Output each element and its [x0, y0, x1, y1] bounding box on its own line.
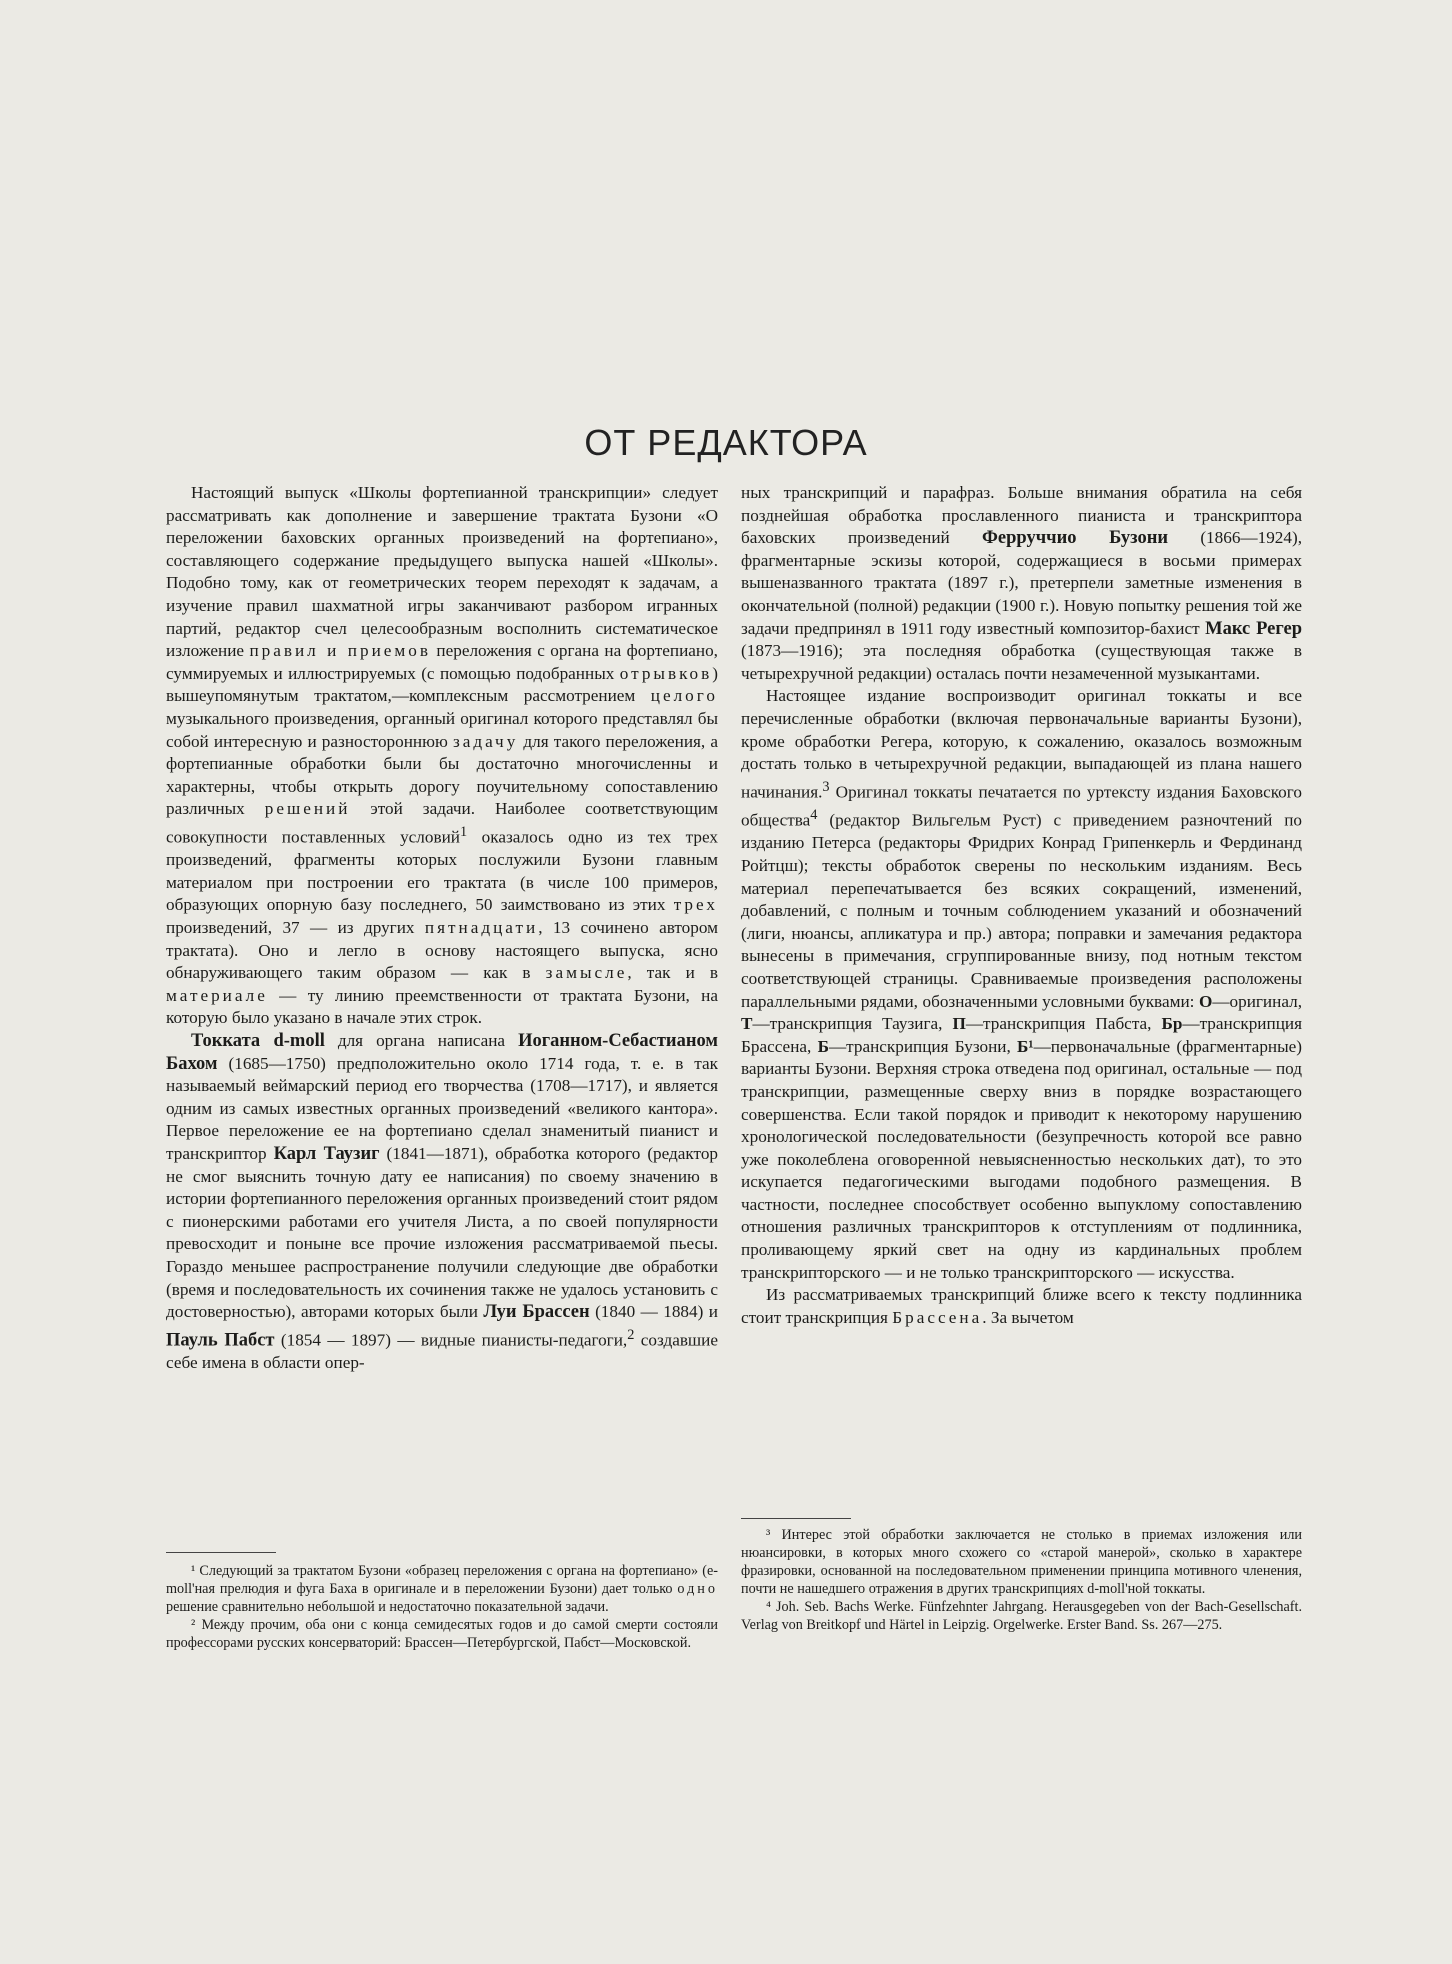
footnotes-left — [166, 1562, 718, 1652]
text: музыкального произведения, органный оригинал которого представлял бы собой интересную и разностороннюю — [166, 708, 718, 751]
text: — ту линию преемственности от трактата Бузони, на которую было указано в начале этих строк. — [166, 985, 718, 1028]
text: —транскрипция Пабста, — [965, 1014, 1162, 1034]
bold-text: Карл Таузиг — [273, 1143, 380, 1164]
text: —первоначальные (фрагментарные) варианты Бузони. Верхняя строка отведена под оригинал, остальные — под транскрипции, размещенные сверху вниз в порядке возрастающего совершенства. Если такой порядок и приводит к некоторому нарушению хронологической последовательности (безупречность которой все равно уже поколеблена оговоренной невыясненностью нескольких дат), то это искупается педагогическими выгодами подобного размещения. В частности, последнее способствует особенно выпуклому сопоставлению отношения различных транскрипторов к отступлениям от подлинника, проливающему яркий свет на одну из кардинальных проблем транскрипторского — и не только транскрипторского — искусства. — [741, 1036, 1303, 1282]
text: создавшие себе имена в области опер- — [166, 1330, 718, 1373]
text: (1841—1871), обработка которого (редактор не смог выяснить точную дату ее написания) по своему значению в истории фортепианного переложения органных произведений стоит рядом с пионерскими работами его учителя Листа, а по своей популярности превосходит и поныне все прочие изложения рассматриваемой пьесы. Гораздо меньшее распространение получили следующие две обработки (время и последовательность их сочинения также не удалось установить с достоверностью), авторами которых были — [166, 1143, 719, 1322]
text: ) вышеупомянутым трактатом,—комплексным рассмотрением — [166, 663, 718, 706]
footnote — [166, 1562, 718, 1616]
bold-text: О — [1198, 991, 1213, 1011]
text: (1866—1924), фрагментарные эскизы которой, содержащиеся в восьми примерах вышеназванного трактата (1897 г.), претерпели заметные изменения в окончательной (полной) редакции (1900 г.). Новую попытку решения той же задачи предпринял в 1911 году известный композитор-бахист — [741, 528, 1303, 638]
spaced-text: материале — [166, 985, 268, 1005]
bold-text: Токката d-moll — [191, 1030, 325, 1051]
text: ных транскрипций и парафраз. Больше внимания обратила на себя позднейшая обработка прославленного пианиста и транскриптора баховских произведений — [741, 483, 1302, 548]
footnote: ³ Интерес этой обработки заключается не столько в приемах изложения или нюансировки, в которых много схожего со «старой манерой», сколько в характере фразировки, основанной на последовательном применении принципа мотивного членения, почти не нашедшего отражения в других транскрипциях d-moll'ной токкаты. — [741, 1527, 1302, 1597]
text: (1873—1916); эта последняя обработка (существующая также в четырехручной редакции) осталась почти незамеченной музыкантами. — [741, 641, 1302, 683]
left-column — [166, 482, 718, 1375]
text: переложения с органа на фортепиано, суммируемых и иллюстрируемых (с помощью подобранных — [166, 641, 718, 683]
text: (1685—1750) предположительно около 1714 года, т. е. в так называемый веймарский период его творчества (1708—1717), и является одним из самых известных органных произведений «великого кантора». Первое переложение ее на фортепиано сделал знаменитый пианист и транскриптор — [166, 1053, 718, 1163]
text: Настоящее издание воспроизводит оригинал токкаты и все перечисленные обработки (включая первоначальные варианты Бузони), кроме обработки Регера, которую, к сожалению, оказалось возможным достать только в четырехручной редакции, выпадающей из плана нашего начинания. — [741, 686, 1302, 802]
text: —оригинал, — [1212, 991, 1302, 1011]
footnote-rule — [166, 1552, 276, 1553]
text: —транскрипция Таузига, — [752, 1014, 953, 1034]
paragraph — [741, 482, 1302, 685]
footnote-rule — [741, 1518, 851, 1519]
text: (1840 — 1884) и — [589, 1302, 718, 1322]
spaced-text: трех — [673, 895, 718, 915]
spaced-text: Брассена — [892, 1307, 983, 1327]
spaced-text: одно — [677, 1581, 718, 1597]
bold-text: Бр — [1161, 1014, 1183, 1034]
text: оказалось одно из тех трех произведений, фрагменты которых послужили Бузони главным материалом при построении его трактата (в числе 100 примеров, образующих опорную базу последнего, 50 заимствовано из этих — [166, 827, 718, 915]
spaced-text: пятнадцати — [424, 918, 539, 938]
footnote-ref: 4 — [810, 807, 818, 824]
paragraph — [166, 482, 718, 1030]
footnote-ref: 2 — [627, 1326, 635, 1343]
text: , так и в — [627, 963, 719, 983]
bold-text: П — [952, 1014, 966, 1034]
spaced-text: решений — [264, 799, 351, 819]
text: , 13 сочинено автором трактата). Оно и легло в основу настоящего выпуска, ясно обнаруживающего таким образом — как в — [166, 918, 719, 983]
text: решение сравнительно небольшой и недостаточно показательной задачи. — [166, 1599, 609, 1615]
bold-text: Т — [741, 1014, 753, 1034]
text: —транскрипция Бузони, — [828, 1036, 1018, 1056]
spaced-text: задачу — [452, 731, 519, 751]
paragraph — [166, 1030, 718, 1375]
text: —транскрипция Брассена, — [741, 1014, 1302, 1056]
spaced-text: замысле — [545, 963, 628, 983]
spaced-text: целого — [650, 686, 718, 706]
text: (редактор Вильгельм Руст) с приведением разночтений по изданию Петерса (редакторы Фридрих Конрад Грипенкерль и Фердинанд Ройтцш); тексты обработок сверены по нескольким изданиям. Весь материал перепечатывается без всяких сокращений, изменений, добавлений, с полным и точным соблюдением указаний и обозначений (лиги, нюансы, апликатура и пр.) автора; поправки и замечания редактора вынесены в примечания, сгруппированные внизу, под нотным текстом соответствующей страницы. Сравниваемые произведения расположены параллельными рядами, обозначенными условными буквами: — [741, 810, 1302, 1011]
text: Из рассматриваемых транскрипций ближе всего к тексту подлинника стоит транскрипция — [741, 1285, 1302, 1327]
footnotes-right — [741, 1526, 1302, 1634]
spaced-text: правил и приемов — [249, 641, 432, 661]
paragraph — [741, 685, 1302, 1284]
footnote: ⁴ Joh. Seb. Bachs Werke. Fünfzehnter Jahrgang. Herausgegeben von der Bach-Gesellschaft. Verlag von Breitkopf und Härtel in Leipzig. Orgelwerke. Erster Band. Ss. 267—275. — [741, 1599, 1302, 1633]
page-title: ОТ РЕДАКТОРА — [584, 422, 868, 464]
text: Настоящий выпуск «Школы фортепианной транскрипции» следует рассматривать как дополнение и завершение трактата Бузони «О переложении баховских органных произведений на фортепиано», составляющего содержание предыдущего выпуска нашей «Школы». Подобно тому, как от геометрических теорем переходят к задачам, а изучение правил шахматной игры заканчивают разбором игранных партий, редактор счел целесообразным восполнить систематическое изложение — [166, 483, 718, 661]
footnote-ref: 1 — [459, 823, 468, 840]
paragraph — [741, 1284, 1302, 1329]
text: для такого переложения, а фортепианные обработки были бы достаточно многочисленны и характерны, чтобы открыть дорогу поучительному сопоставлению различных — [166, 731, 718, 819]
text: произведений, 37 — из других — [166, 918, 425, 938]
text: Оригинал токкаты печатается по уртексту издания Баховского общества — [741, 782, 1302, 830]
bold-text: Б¹ — [1017, 1036, 1034, 1056]
bold-text: Пауль Пабст — [166, 1330, 275, 1351]
bold-text: Макс Регер — [1205, 618, 1302, 639]
text: ¹ Следующий за трактатом Бузони «образец переложения с органа на фортепиано» (e-moll'ная прелюдия и фуга Баха в оригинале и в переложении Бузони) дает только — [166, 1563, 718, 1597]
bold-text: Луи Брассен — [483, 1302, 590, 1323]
bold-text: Ферруччио Бузони — [982, 528, 1169, 549]
footnote: ² Между прочим, оба они с конца семидесятых годов и до самой смерти состояли профессорами русских консерваторий: Брассен—Петербургской, Пабст—Московской. — [166, 1617, 718, 1651]
text: (1854 — 1897) — видные пианисты-педагоги, — [274, 1330, 628, 1350]
text: для органа написана — [324, 1030, 519, 1050]
bold-text: Б — [817, 1036, 829, 1056]
text: . За вычетом — [982, 1307, 1074, 1327]
bold-text: Иоганном-Себастианом Бахом — [166, 1030, 718, 1074]
spaced-text: отрывков — [619, 663, 713, 683]
text: этой задачи. Наиболее соответствующим совокупности поставленных условий — [166, 799, 718, 847]
right-column — [741, 482, 1302, 1329]
footnote-ref: 3 — [822, 778, 830, 795]
